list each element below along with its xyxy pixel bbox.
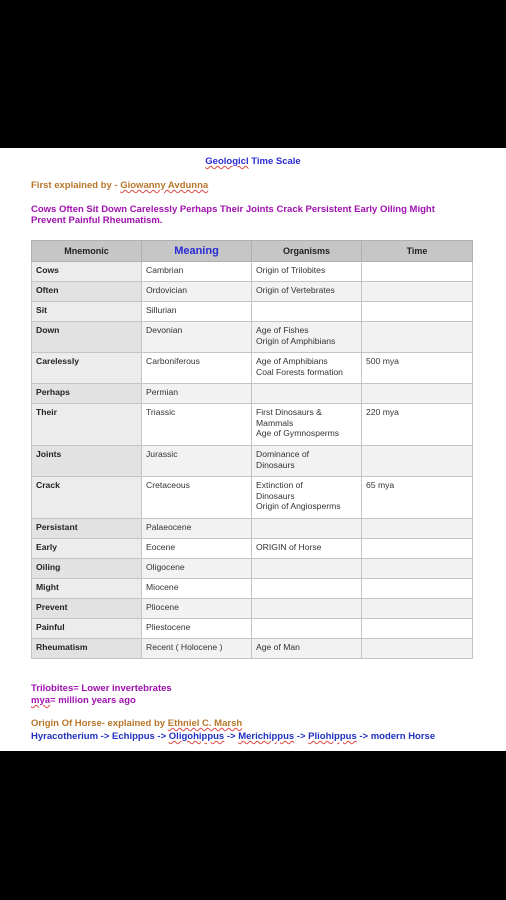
first-explained-label: First explained by - bbox=[31, 180, 121, 191]
cell-time: 65 mya bbox=[362, 477, 473, 519]
cell-organisms: Origin of Trilobites bbox=[252, 262, 362, 282]
table-row bbox=[32, 384, 473, 404]
page-title bbox=[0, 156, 506, 167]
cell-meaning: Pliocene bbox=[142, 599, 252, 619]
header-mnemonic: Mnemonic bbox=[32, 241, 142, 262]
mnemonic-sentence: Cows Often Sit Down Carelessly Perhaps Their Joints Crack Persistent Early Oiling Might Prevent Painful Rheumatism. bbox=[31, 204, 435, 226]
cell-meaning: Recent ( Holocene ) bbox=[142, 639, 252, 659]
table-row bbox=[32, 302, 473, 322]
cell-mnemonic: Might bbox=[32, 579, 142, 599]
table-row bbox=[32, 539, 473, 559]
cell-organisms: Origin of Vertebrates bbox=[252, 282, 362, 302]
cell-mnemonic: Crack bbox=[32, 477, 142, 519]
cell-meaning: Permian bbox=[142, 384, 252, 404]
cell-meaning: Eocene bbox=[142, 539, 252, 559]
cell-meaning: Palaeocene bbox=[142, 519, 252, 539]
cell-meaning: Jurassic bbox=[142, 446, 252, 477]
cell-time bbox=[362, 599, 473, 619]
cell-organisms: Age of Man bbox=[252, 639, 362, 659]
cell-time bbox=[362, 302, 473, 322]
table-row bbox=[32, 639, 473, 659]
cell-mnemonic: Their bbox=[32, 404, 142, 446]
title-misspelled-word: Geologicl bbox=[205, 156, 249, 167]
cell-meaning: Devonian bbox=[142, 322, 252, 353]
cell-organisms: Age of Fishes Origin of Amphibians bbox=[252, 322, 362, 353]
cell-mnemonic: Joints bbox=[32, 446, 142, 477]
cell-time bbox=[362, 384, 473, 404]
cell-time bbox=[362, 519, 473, 539]
cell-meaning: Miocene bbox=[142, 579, 252, 599]
horse-origin-line bbox=[31, 718, 242, 729]
trilobites-note: Trilobites= Lower invertebrates bbox=[31, 683, 172, 694]
horse-seq-end: -> modern Horse bbox=[356, 731, 436, 742]
horse-arrow-1: -> bbox=[224, 731, 239, 742]
header-meaning: Meaning bbox=[142, 241, 252, 262]
table-row bbox=[32, 446, 473, 477]
cell-meaning: Carboniferous bbox=[142, 353, 252, 384]
horse-arrow-2: -> bbox=[294, 731, 309, 742]
cell-organisms bbox=[252, 384, 362, 404]
horse-evolution-line bbox=[31, 731, 435, 742]
horse-oligohippus: Oligohippus bbox=[168, 731, 225, 742]
table-row bbox=[32, 619, 473, 639]
cell-mnemonic: Often bbox=[32, 282, 142, 302]
cell-mnemonic: Prevent bbox=[32, 599, 142, 619]
cell-time bbox=[362, 282, 473, 302]
cell-meaning: Triassic bbox=[142, 404, 252, 446]
cell-organisms bbox=[252, 579, 362, 599]
document-page bbox=[0, 148, 506, 751]
table-row bbox=[32, 599, 473, 619]
cell-mnemonic: Sit bbox=[32, 302, 142, 322]
cell-meaning: Cretaceous bbox=[142, 477, 252, 519]
cell-time: 500 mya bbox=[362, 353, 473, 384]
horse-merichippus: Merichippus bbox=[238, 731, 295, 742]
cell-meaning: Cambrian bbox=[142, 262, 252, 282]
cell-time bbox=[362, 446, 473, 477]
horse-origin-name: Ethniel C. Marsh bbox=[167, 718, 243, 729]
horse-seq-start: Hyracotherium -> Echippus -> bbox=[31, 731, 169, 742]
cell-mnemonic: Painful bbox=[32, 619, 142, 639]
cell-mnemonic: Carelessly bbox=[32, 353, 142, 384]
cell-mnemonic: Oiling bbox=[32, 559, 142, 579]
cell-mnemonic: Rheumatism bbox=[32, 639, 142, 659]
cell-organisms: ORIGIN of Horse bbox=[252, 539, 362, 559]
cell-time bbox=[362, 322, 473, 353]
cell-time bbox=[362, 579, 473, 599]
cell-time bbox=[362, 539, 473, 559]
mya-abbr: mya bbox=[31, 695, 51, 706]
title-rest: Time Scale bbox=[248, 156, 301, 167]
cell-time bbox=[362, 559, 473, 579]
cell-time: 220 mya bbox=[362, 404, 473, 446]
cell-mnemonic: Down bbox=[32, 322, 142, 353]
table-row bbox=[32, 282, 473, 302]
cell-time bbox=[362, 639, 473, 659]
first-explained-name: Giowanny Avdunna bbox=[120, 180, 209, 191]
cell-organisms bbox=[252, 599, 362, 619]
cell-meaning: Pliestocene bbox=[142, 619, 252, 639]
cell-meaning: Sillurian bbox=[142, 302, 252, 322]
cell-organisms bbox=[252, 619, 362, 639]
cell-mnemonic: Cows bbox=[32, 262, 142, 282]
table-header-row bbox=[32, 241, 473, 262]
cell-organisms: Dominance of Dinosaurs bbox=[252, 446, 362, 477]
horse-origin-label: Origin Of Horse- explained by bbox=[31, 718, 168, 729]
cell-organisms: First Dinosaurs & Mammals Age of Gymnosperms bbox=[252, 404, 362, 446]
cell-time bbox=[362, 262, 473, 282]
table-row bbox=[32, 559, 473, 579]
cell-mnemonic: Persistant bbox=[32, 519, 142, 539]
table-row bbox=[32, 477, 473, 519]
table-row bbox=[32, 579, 473, 599]
header-organisms: Organisms bbox=[252, 241, 362, 262]
cell-organisms bbox=[252, 302, 362, 322]
mya-note bbox=[31, 695, 136, 706]
first-explained-line bbox=[31, 180, 208, 191]
table-row bbox=[32, 262, 473, 282]
cell-organisms bbox=[252, 559, 362, 579]
mya-rest: = million years ago bbox=[50, 695, 136, 706]
cell-organisms: Extinction of Dinosaurs Origin of Angiosperms bbox=[252, 477, 362, 519]
table-row bbox=[32, 322, 473, 353]
table-row bbox=[32, 519, 473, 539]
geologic-time-table bbox=[31, 240, 473, 659]
cell-mnemonic: Perhaps bbox=[32, 384, 142, 404]
cell-mnemonic: Early bbox=[32, 539, 142, 559]
cell-meaning: Oligocene bbox=[142, 559, 252, 579]
cell-organisms: Age of Amphibians Coal Forests formation bbox=[252, 353, 362, 384]
table-row bbox=[32, 404, 473, 446]
horse-pliohippus: Pliohippus bbox=[308, 731, 357, 742]
cell-meaning: Ordovician bbox=[142, 282, 252, 302]
table-row bbox=[32, 353, 473, 384]
cell-organisms bbox=[252, 519, 362, 539]
cell-time bbox=[362, 619, 473, 639]
header-time: Time bbox=[362, 241, 473, 262]
